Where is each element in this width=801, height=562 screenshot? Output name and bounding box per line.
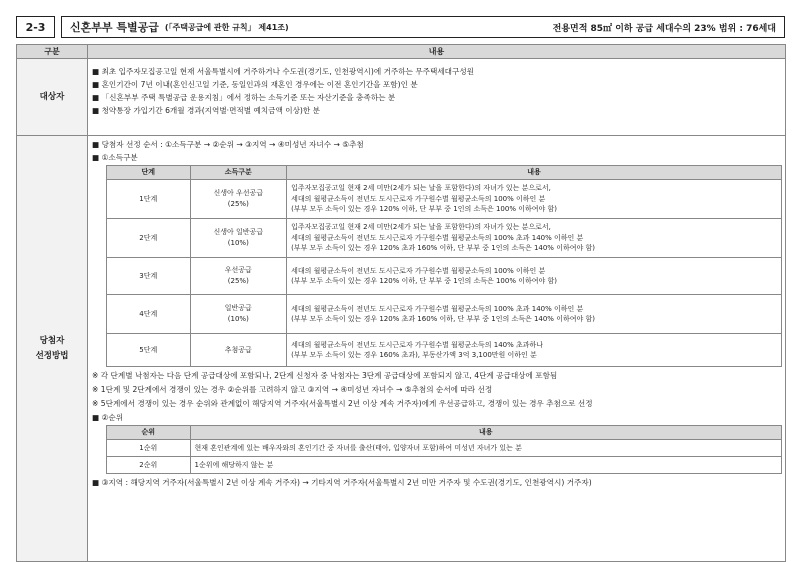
rank-table-header: [107, 426, 782, 440]
stage-cell: 3단계: [107, 258, 191, 295]
table-row: [107, 295, 782, 334]
content-cell: 입주자모집공고일 현재 2세 미만(2세가 되는 날을 포함한다)의 자녀가 있는 분으로서, 세대의 월평균소득이 전년도 도시근로자 가구원수별 월평균소득의 100% 이하인 분 (부부 모두 소득이 있는 경우 120% 이하, 단 부부 중 1인의 소득은 100% 이하여야 함): [287, 180, 782, 219]
table-row: [107, 440, 782, 457]
rank-content-cell: 현재 혼인관계에 있는 배우자와의 혼인기간 중 자녀를 출산(태아, 입양자녀 포함)하여 미성년 자녀가 있는 분: [190, 440, 781, 457]
table-row: [107, 457, 782, 474]
selection-content: [88, 136, 786, 562]
eligibility-row: [17, 59, 786, 136]
header-content: 내용: [88, 45, 786, 59]
income-table-header: [107, 166, 782, 180]
stage-cell: 4단계: [107, 295, 191, 334]
selection-label: 당첨자 선정방법: [17, 136, 88, 562]
eligibility-content: [88, 59, 786, 136]
type-cell: 일반공급 (10%): [190, 295, 287, 334]
type-cell: 추첨공급: [190, 334, 287, 367]
section-title-bar: [61, 16, 785, 38]
special-supply-table: [16, 44, 786, 562]
eligibility-item: ■ 청약통장 가입기간 6개월 경과(지역별·면적별 예치금액 이상)한 분: [92, 106, 320, 115]
content-cell: 세대의 월평균소득이 전년도 도시근로자 가구원수별 월평균소득의 140% 초과하나 (부부 모두 소득이 있는 경우 160% 초과), 부동산가액 3억 3,100만원 이하인 분: [287, 334, 782, 367]
table-row: [107, 334, 782, 367]
note-line: ※ 각 단계별 낙첨자는 다음 단계 공급대상에 포함되나, 2단계 신청자 중 낙첨자는 3단계 공급대상에 포함되지 않고, 4단계 공급대상에 포함됨: [92, 371, 558, 380]
income-table: [106, 165, 782, 367]
type-cell: 우선공급 (25%): [190, 258, 287, 295]
table-row: [107, 219, 782, 258]
eligibility-item: ■ 「신혼부부 주택 특별공급 운용지침」에서 정하는 소득기준 또는 자산기준을 충족하는 분: [92, 93, 396, 102]
note-line: ※ 5단계에서 경쟁이 있는 경우 순위와 관계없이 해당지역 거주자(서울특별시 2년 이상 계속 거주자)에게 우선공급하고, 경쟁이 있는 경우 추첨으로 선정: [92, 399, 593, 408]
type-cell: 신생아 일반공급 (10%): [190, 219, 287, 258]
income-header-type: 소득구분: [190, 166, 287, 180]
selection-row: [17, 136, 786, 562]
rank-header-rank: 순위: [107, 426, 191, 440]
rank-heading: ■ ②순위: [92, 413, 124, 422]
region-line: ■ ③지역 : 해당지역 거주자(서울특별시 2년 이상 계속 거주자) → 기타지역 거주자(서울특별시 2년 미만 거주자 및 수도권(경기도, 인천광역시) 거주자): [92, 478, 592, 487]
type-cell: 신생아 우선공급 (25%): [190, 180, 287, 219]
section-subtitle: (「주택공급에 관한 규칙」 제41조): [164, 22, 289, 32]
stage-cell: 1단계: [107, 180, 191, 219]
table-row: [107, 180, 782, 219]
section-number: 2-3: [16, 16, 55, 38]
header-category: 구분: [17, 45, 88, 59]
rank-content-cell: 1순위에 해당하지 않는 분: [190, 457, 781, 474]
rank-cell: 2순위: [107, 457, 191, 474]
stage-cell: 2단계: [107, 219, 191, 258]
income-header-content: 내용: [287, 166, 782, 180]
section-header: [16, 16, 785, 38]
table-row: [107, 258, 782, 295]
eligibility-item: ■ 혼인기간이 7년 이내(혼인신고일 기준, 동일인과의 재혼인 경우에는 이전 혼인기간을 포함)인 분: [92, 80, 418, 89]
rank-cell: 1순위: [107, 440, 191, 457]
section-title: 신혼부부 특별공급: [70, 21, 159, 34]
eligibility-label: 대상자: [17, 59, 88, 136]
supply-info: 전용면적 85㎡ 이하 공급 세대수의 23% 범위 : 76세대: [552, 23, 776, 34]
content-cell: 입주자모집공고일 현재 2세 미만(2세가 되는 날을 포함한다)의 자녀가 있는 분으로서, 세대의 월평균소득이 전년도 도시근로자 가구원수별 월평균소득의 100% 초과 140% 이하인 분 (부부 모두 소득이 있는 경우 120% 초과 160% 이하, 단 부부 중 1인의 소득은 140% 이하여야 함): [287, 219, 782, 258]
income-header-stage: 단계: [107, 166, 191, 180]
content-cell: 세대의 월평균소득이 전년도 도시근로자 가구원수별 월평균소득의 100% 초과 140% 이하인 분 (부부 모두 소득이 있는 경우 120% 초과 160% 이하, 단 부부 중 1인의 소득은 140% 이하여야 함): [287, 295, 782, 334]
income-heading: ■ ①소득구분: [92, 153, 138, 162]
stage-cell: 5단계: [107, 334, 191, 367]
table-header-row: [17, 45, 786, 59]
rank-header-content: 내용: [190, 426, 781, 440]
content-cell: 세대의 월평균소득이 전년도 도시근로자 가구원수별 월평균소득의 100% 이하인 분 (부부 모두 소득이 있는 경우 120% 이하, 단 부부 중 1인의 소득은 100% 이하여야 함): [287, 258, 782, 295]
eligibility-item: ■ 최초 입주자모집공고일 현재 서울특별시에 거주하거나 수도권(경기도, 인천광역시)에 거주하는 무주택세대구성원: [92, 67, 475, 76]
note-line: ※ 1단계 및 2단계에서 경쟁이 있는 경우 ②순위를 고려하지 않고 ③지역 → ④미성년 자녀수 → ⑤추첨의 순서에 따라 선정: [92, 385, 493, 394]
rank-table: [106, 425, 782, 474]
selection-order: ■ 당첨자 선정 순서 : ①소득구분 → ②순위 → ③지역 → ④미성년 자녀수 → ⑤추첨: [92, 140, 364, 149]
